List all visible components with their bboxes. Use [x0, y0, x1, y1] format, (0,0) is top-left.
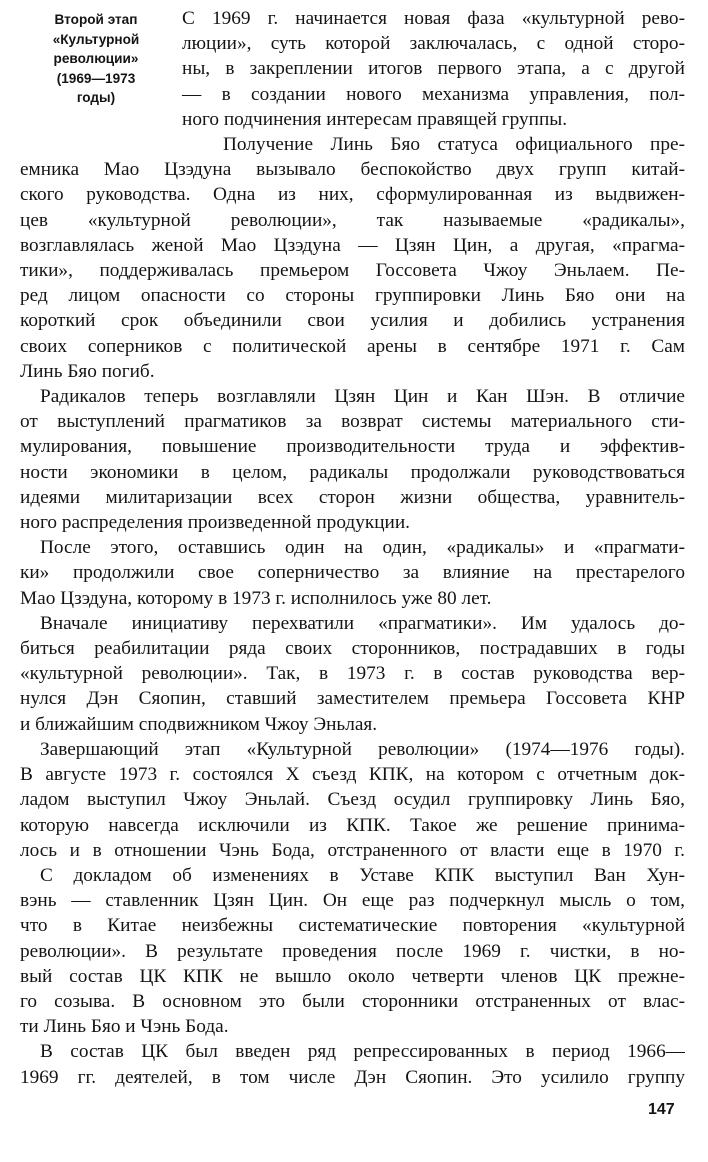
paragraph: [20, 1039, 685, 1089]
text-line: Мао Цзэдуна, которому в 1973 г. исполнилось уже 80 лет.: [20, 587, 492, 609]
text-line: цев «культурной революции», так называемые «радикалы»,: [20, 209, 685, 231]
text-line: Завершающий этап «Культурной революции» (1974—1976 годы).: [40, 738, 685, 760]
paragraph: [20, 535, 685, 611]
text-line: ладом выступил Чжоу Эньлай. Съезд осудил группировку Линь Бяо,: [20, 789, 685, 811]
text-line: С 1969 г. начинается новая фаза «культурной рево-: [182, 8, 685, 29]
text-line: ны, в закреплении итогов первого этапа, а с другой: [182, 58, 685, 80]
text-line: — в создании нового механизма управления, пол-: [182, 83, 685, 105]
text-line: ного подчинения интересам правящей группы.: [182, 108, 568, 130]
margin-note-line: годы): [76, 90, 116, 105]
text-line: Линь Бяо погиб.: [20, 360, 155, 382]
margin-note-line: «Культурной: [52, 31, 140, 47]
text-line: ти Линь Бяо и Чэнь Бода.: [20, 1016, 229, 1038]
text-line: В августе 1973 г. состоялся X съезд КПК, на котором с отчетным док-: [20, 764, 685, 786]
text-line: биться реабилитации ряда своих сторонников, пострадавших в годы: [20, 638, 685, 660]
text-line: и ближайшим сподвижником Чжоу Эньлая.: [20, 713, 378, 735]
text-line: 1969 гг. деятелей, в том числе Дэн Сяопин. Это усилило группу: [20, 1066, 685, 1088]
book-page: [20, 6, 685, 1090]
text-line: вый состав ЦК КПК не вышло около четверти членов ЦК прежне-: [20, 965, 685, 987]
text-line: Получение Линь Бяо статуса официального пре-: [223, 134, 685, 156]
text-line: ред лицом опасности со стороны группировки Линь Бяо они на: [20, 285, 685, 307]
text-line: В состав ЦК был введен ряд репрессированных в период 1966—: [40, 1041, 685, 1063]
text-line: идеями милитаризации всех сторон жизни общества, уравнитель-: [20, 486, 685, 508]
paragraph: [20, 611, 685, 737]
text-line: После этого, оставшись один на один, «радикалы» и «прагмати-: [40, 537, 685, 559]
text-line: возглавлялась женой Мао Цзэдуна — Цзян Цин, а другая, «прагма-: [20, 234, 685, 256]
text-line: Радикалов теперь возглавляли Цзян Цин и Кан Шэн. В отличие: [40, 386, 685, 408]
text-line: которую навсегда исключили из КПК. Такое же решение принима-: [20, 814, 685, 836]
body-text: [20, 6, 685, 1090]
paragraph: [20, 737, 685, 863]
text-line: революции». В результате проведения после 1969 г. чистки, в но-: [20, 940, 685, 962]
text-line: короткий срок объединили свои усилия и добились устранения: [20, 310, 685, 332]
text-line: люции», суть которой заключалась, с одной сторо-: [182, 33, 685, 55]
text-line: емника Мао Цзэдуна вызывало беспокойство двух групп китай-: [20, 159, 685, 181]
text-line: вэнь — ставленник Цзян Цин. Он еще раз подчеркнул мысль о том,: [20, 890, 685, 912]
text-line: от выступлений прагматиков за возврат системы материального сти-: [20, 411, 685, 433]
text-line: го созыва. В основном это были сторонники отстраненных от влас-: [20, 990, 685, 1012]
margin-note-line: (1969—1973: [56, 70, 136, 86]
page-number: 147: [648, 1101, 675, 1118]
text-line: мулирования, повышение производительности труда и эффектив-: [20, 436, 685, 458]
text-line: своих соперников с политической арены в сентябре 1971 г. Сам: [20, 335, 685, 357]
text-line: ности экономики в целом, радикалы продолжали руководствоваться: [20, 461, 685, 483]
margin-note-line: революции»: [53, 51, 139, 66]
margin-note-line: Второй этап: [54, 12, 138, 27]
text-line: нулся Дэн Сяопин, ставший заместителем премьера Госсовета КНР: [20, 688, 685, 710]
paragraph: [20, 863, 685, 1039]
paragraph: [20, 384, 685, 535]
text-line: С докладом об изменениях в Уставе КПК выступил Ван Хун-: [40, 864, 685, 886]
margin-note: [20, 10, 172, 108]
text-line: тики», поддерживалась премьером Госсовета Чжоу Эньлаем. Пе-: [20, 260, 685, 282]
paragraph: [20, 132, 685, 384]
text-line: ного распределения произведенной продукции.: [20, 512, 410, 534]
text-line: ки» продолжили свое соперничество за влияние на престарелого: [20, 562, 685, 584]
text-line: ского руководства. Одна из них, сформулированная из выдвижен-: [20, 184, 685, 206]
text-line: лось и в отношении Чэнь Бода, отстраненного от власти еще в 1970 г.: [20, 839, 685, 861]
text-line: что в Китае неизбежны систематические повторения «культурной: [20, 915, 685, 937]
text-line: Вначале инициативу перехватили «прагматики». Им удалось до-: [40, 612, 685, 634]
text-line: «культурной революции». Так, в 1973 г. в состав руководства вер-: [20, 663, 685, 685]
